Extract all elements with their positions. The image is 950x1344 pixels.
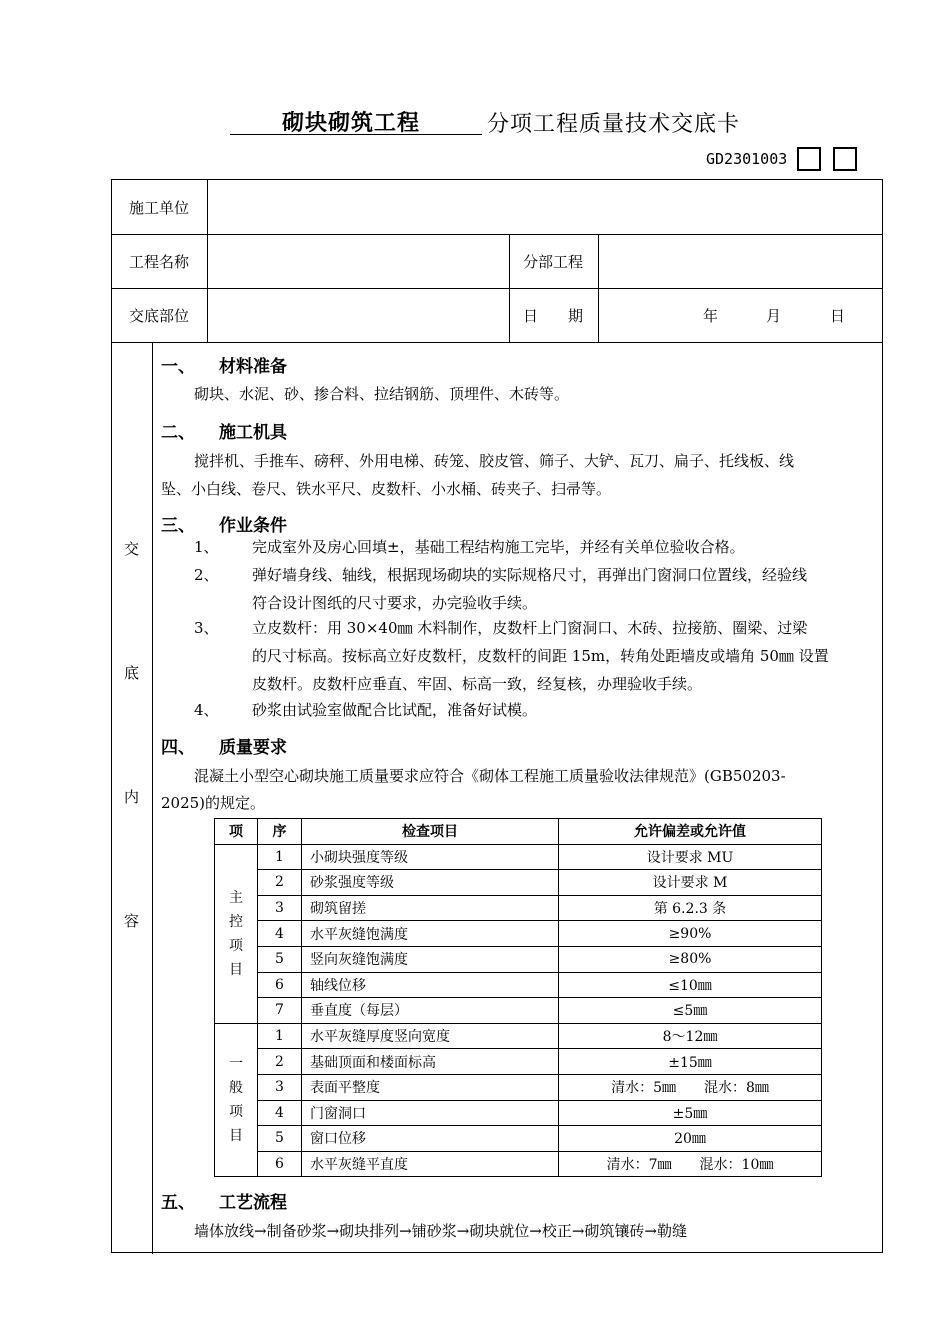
section-title: 作业条件	[219, 516, 287, 536]
check-item: 基础顶面和楼面标高	[302, 1049, 559, 1075]
table-row	[215, 972, 822, 998]
header-cell: 项	[215, 819, 258, 845]
allowance: ±15㎜	[559, 1049, 822, 1075]
row-number: 1	[258, 1023, 302, 1049]
checkbox-2[interactable]	[833, 147, 857, 171]
date-day: 日	[830, 307, 846, 325]
section-5-heading	[161, 1188, 287, 1213]
project-name-label: 工程名称	[129, 253, 190, 271]
check-item: 窗口位移	[302, 1126, 559, 1152]
section-number: 三、	[161, 516, 195, 536]
section-title: 施工机具	[219, 423, 287, 443]
section-number: 五、	[161, 1193, 195, 1213]
sub-project-field[interactable]	[599, 235, 882, 288]
col-divider	[509, 234, 510, 342]
quality-table	[214, 818, 822, 1177]
table-header-row	[215, 819, 822, 845]
section-1-heading	[161, 352, 287, 377]
project-name-field[interactable]	[208, 235, 508, 288]
table-row	[215, 1100, 822, 1126]
item-number: 1、	[194, 538, 219, 556]
row-number: 3	[258, 1074, 302, 1100]
table-row	[215, 844, 822, 870]
check-item: 竖向灰缝饱满度	[302, 946, 559, 972]
row-number: 4	[258, 921, 302, 947]
tools-text-line-2: 坠、小白线、卷尺、铁水平尺、皮数杆、小水桶、砖夹子、扫帚等。	[161, 480, 612, 498]
table-row	[215, 998, 822, 1024]
table-row	[215, 946, 822, 972]
check-item: 水平灰缝平直度	[302, 1151, 559, 1177]
side-char: 底	[124, 664, 140, 682]
section-title: 质量要求	[219, 738, 287, 758]
section-4-heading	[161, 733, 287, 758]
table-row	[215, 1151, 822, 1177]
section-number: 四、	[161, 738, 195, 758]
row-number: 5	[258, 946, 302, 972]
side-char: 内	[124, 788, 140, 806]
allowance: ≤5㎜	[559, 998, 822, 1024]
allowance: 20㎜	[559, 1126, 822, 1152]
code-row	[706, 146, 869, 172]
header-cell: 序	[258, 819, 302, 845]
table-row	[215, 1049, 822, 1075]
section-number: 二、	[161, 423, 195, 443]
check-item: 砂浆强度等级	[302, 870, 559, 896]
row-number: 5	[258, 1126, 302, 1152]
project-name: 砌块砌筑工程	[282, 111, 421, 136]
item-text: 立皮数杆：用 30×40㎜ 木料制作，皮数杆上门窗洞口、木砖、拉接筋、圈梁、过梁	[252, 619, 808, 637]
allowance: ±5㎜	[559, 1100, 822, 1126]
item-number: 3、	[194, 619, 219, 637]
table-row	[215, 921, 822, 947]
check-item: 轴线位移	[302, 972, 559, 998]
header-cell: 检查项目	[302, 819, 559, 845]
allowance: 设计要求 M	[559, 870, 822, 896]
table-row	[215, 1023, 822, 1049]
item-text: 的尺寸标高。按标高立好皮数杆，皮数杆的间距 15m，转角处距墙皮或墙角 50㎜ 设置	[252, 647, 829, 665]
allowance: ≥80%	[559, 946, 822, 972]
quality-text-line-2: 2025)的规定。	[161, 794, 266, 812]
allowance: ≤10㎜	[559, 972, 822, 998]
quality-text-line-1: 混凝土小型空心砌块施工质量要求应符合《砌体工程施工质量验收法律规范》(GB50203-	[194, 767, 786, 785]
construction-unit-label: 施工单位	[129, 199, 190, 217]
check-item: 水平灰缝饱满度	[302, 921, 559, 947]
disclosure-part-field[interactable]	[208, 289, 508, 342]
allowance: 设计要求 MU	[559, 844, 822, 870]
table-row	[215, 1126, 822, 1152]
disclosure-part-label: 交底部位	[129, 307, 190, 325]
item-text: 完成室外及房心回填±，基础工程结构施工完毕，并经有关单位验收合格。	[252, 538, 745, 556]
side-char: 容	[124, 912, 140, 930]
tools-text-line-1: 搅拌机、手推车、磅秤、外用电梯、砖笼、胶皮管、筛子、大铲、瓦刀、扁子、托线板、线	[194, 452, 795, 470]
process-flow-text: 墙体放线→制备砂浆→砌块排列→铺砂浆→砌块就位→校正→砌筑镶砖→勒缝	[194, 1222, 687, 1240]
allowance: 第 6.2.3 条	[559, 895, 822, 921]
general-group: 一 般 项 目	[215, 1023, 258, 1177]
check-item: 表面平整度	[302, 1074, 559, 1100]
check-item: 垂直度（每层）	[302, 998, 559, 1024]
date-month: 月	[766, 307, 782, 325]
allowance: ≥90%	[559, 921, 822, 947]
section-number: 一、	[161, 357, 195, 377]
item-number: 4、	[194, 701, 219, 719]
item-text: 皮数杆。皮数杆应垂直、牢固、标高一致，经复核，办理验收手续。	[252, 675, 703, 693]
checkbox-1[interactable]	[797, 147, 821, 171]
row-number: 6	[258, 1151, 302, 1177]
table-row	[215, 1074, 822, 1100]
item-text: 砂浆由试验室做配合比试配，准备好试模。	[252, 701, 538, 719]
side-label	[112, 342, 152, 1254]
table-row	[215, 895, 822, 921]
row-divider	[112, 342, 882, 343]
section-title: 工艺流程	[219, 1193, 287, 1213]
row-number: 2	[258, 870, 302, 896]
title-suffix: 分项工程质量技术交底卡	[487, 112, 741, 137]
item-number: 2、	[194, 566, 219, 584]
section-2-heading	[161, 418, 287, 443]
allowance: 清水：7㎜ 混水：10㎜	[559, 1151, 822, 1177]
side-char: 交	[124, 540, 140, 558]
check-item: 小砌块强度等级	[302, 844, 559, 870]
row-number: 6	[258, 972, 302, 998]
row-number: 2	[258, 1049, 302, 1075]
card-title	[0, 102, 950, 142]
date-label: 日 期	[523, 307, 584, 325]
header-cell: 允许偏差或允许值	[559, 819, 822, 845]
item-text: 符合设计图纸的尺寸要求，办完验收手续。	[252, 594, 538, 612]
check-item: 砌筑留搓	[302, 895, 559, 921]
check-item: 水平灰缝厚度竖向宽度	[302, 1023, 559, 1049]
construction-unit-field[interactable]	[208, 180, 882, 234]
row-number: 3	[258, 895, 302, 921]
date-year: 年	[703, 307, 719, 325]
row-number: 4	[258, 1100, 302, 1126]
sub-project-label: 分部工程	[523, 253, 584, 271]
allowance: 8～12㎜	[559, 1023, 822, 1049]
table-row	[215, 870, 822, 896]
item-text: 弹好墙身线、轴线，根据现场砌块的实际规格尺寸，再弹出门窗洞口位置线，经验线	[252, 566, 808, 584]
section-title: 材料准备	[219, 357, 287, 377]
materials-text: 砌块、水泥、砂、掺合料、拉结钢筋、顶埋件、木砖等。	[194, 385, 570, 403]
row-number: 7	[258, 998, 302, 1024]
card-code: GD2301003	[706, 150, 788, 168]
main-control-group: 主 控 项 目	[215, 844, 258, 1023]
allowance: 清水：5㎜ 混水：8㎜	[559, 1074, 822, 1100]
check-item: 门窗洞口	[302, 1100, 559, 1126]
col-divider	[152, 342, 153, 1254]
row-number: 1	[258, 844, 302, 870]
